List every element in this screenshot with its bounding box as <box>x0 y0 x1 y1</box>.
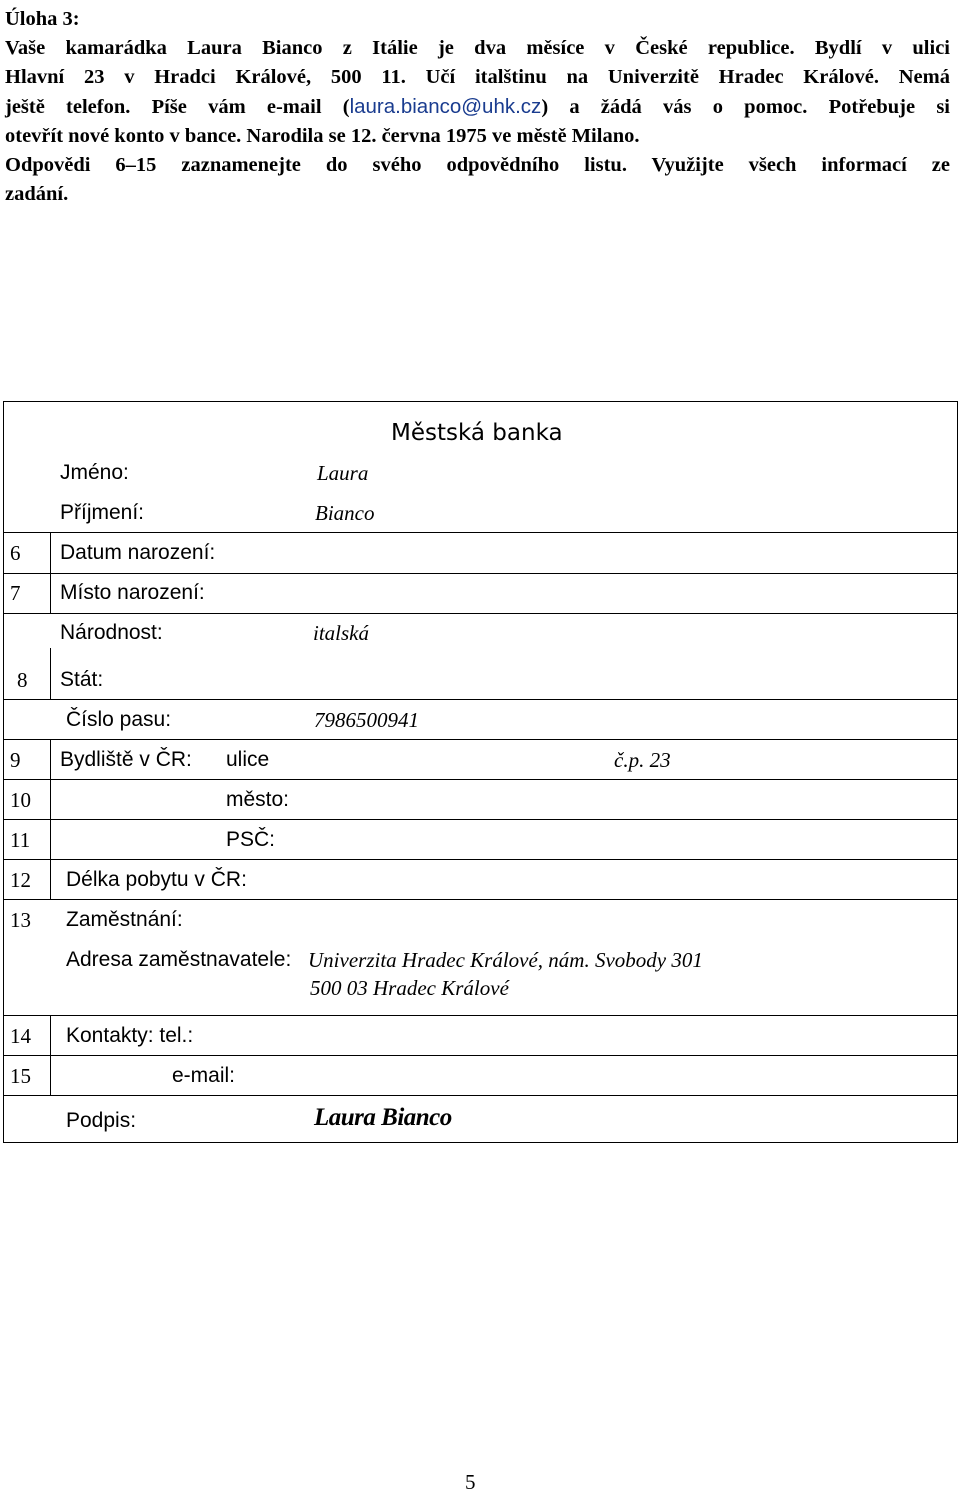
row-divider <box>4 1095 957 1096</box>
email-link[interactable]: laura.bianco@uhk.cz <box>349 95 542 118</box>
task-line-3b: ) a žádá vás o pomoc. Potřebuje si <box>541 96 950 118</box>
bank-title: Městská banka <box>391 420 563 446</box>
stay-length-label: Délka pobytu v ČR: <box>66 868 247 891</box>
item-number-6: 6 <box>10 541 21 565</box>
row-divider <box>4 699 957 700</box>
task-line-3a: ještě telefon. Píše vám e-mail ( <box>5 96 350 118</box>
passport-label: Číslo pasu: <box>66 708 172 731</box>
item-number-11: 11 <box>10 828 31 852</box>
first-name-label: Jméno: <box>60 461 129 484</box>
state-label: Stát: <box>60 668 104 691</box>
last-name-value: Bianco <box>315 501 375 525</box>
task-line-3 <box>5 92 950 122</box>
task-line-6: zadání. <box>5 183 69 205</box>
employer-address-label: Adresa zaměstnavatele: <box>66 948 292 971</box>
row-divider <box>4 819 957 820</box>
item-number-12: 12 <box>10 868 31 892</box>
row-divider <box>4 899 957 900</box>
first-name-value: Laura <box>317 461 369 485</box>
row-divider <box>4 532 957 533</box>
row-divider <box>4 573 957 574</box>
street-label: ulice <box>226 748 270 771</box>
item-number-8: 8 <box>17 668 28 692</box>
nationality-label: Národnost: <box>60 621 163 644</box>
row-divider <box>4 859 957 860</box>
item-number-13: 13 <box>10 908 31 932</box>
row-divider <box>4 779 957 780</box>
item-number-10: 10 <box>10 788 31 812</box>
employer-address-line-1: Univerzita Hradec Králové, nám. Svobody 301 <box>308 948 703 972</box>
signature-label: Podpis: <box>66 1109 137 1132</box>
item-number-14: 14 <box>10 1024 31 1048</box>
residence-label: Bydliště v ČR: <box>60 748 192 771</box>
row-divider <box>4 739 957 740</box>
employer-address-line-2: 500 03 Hradec Králové <box>310 976 509 1000</box>
email-label: e-mail: <box>172 1064 236 1087</box>
item-number-9: 9 <box>10 748 21 772</box>
number-separator <box>50 739 51 899</box>
birth-date-label: Datum narození: <box>60 541 216 564</box>
number-separator <box>50 648 51 699</box>
number-separator <box>50 532 51 613</box>
employment-label: Zaměstnání: <box>66 908 183 931</box>
task-title: Úloha 3: <box>5 8 80 30</box>
number-separator <box>50 1015 51 1095</box>
item-number-7: 7 <box>10 581 21 605</box>
bank-form <box>3 401 958 1143</box>
birth-place-label: Místo narození: <box>60 581 205 604</box>
passport-value: 7986500941 <box>314 708 419 732</box>
nationality-value: italská <box>313 621 369 645</box>
task-line-4: otevřít nové konto v bance. Narodila se 12. června 1975 ve městě Milano. <box>5 125 640 147</box>
row-divider <box>4 613 957 614</box>
signature-value: Laura Bianco <box>314 1104 452 1131</box>
page-number: 5 <box>465 1470 476 1494</box>
task-line-1: Vaše kamarádka Laura Bianco z Itálie je dva měsíce v České republice. Bydlí v ulici <box>5 37 950 59</box>
item-number-15: 15 <box>10 1064 31 1088</box>
row-divider <box>4 1015 957 1016</box>
postcode-label: PSČ: <box>226 828 276 851</box>
house-number-value: č.p. 23 <box>614 748 671 772</box>
row-divider <box>4 1055 957 1056</box>
task-line-5: Odpovědi 6–15 zaznamenejte do svého odpovědního listu. Využijte všech informací ze <box>5 154 950 176</box>
city-label: město: <box>226 788 290 811</box>
task-text <box>5 5 950 209</box>
last-name-label: Příjmení: <box>60 501 145 524</box>
task-line-2: Hlavní 23 v Hradci Králové, 500 11. Učí italštinu na Univerzitě Hradec Králové. Nemá <box>5 66 950 88</box>
phone-label: Kontakty: tel.: <box>66 1024 194 1047</box>
